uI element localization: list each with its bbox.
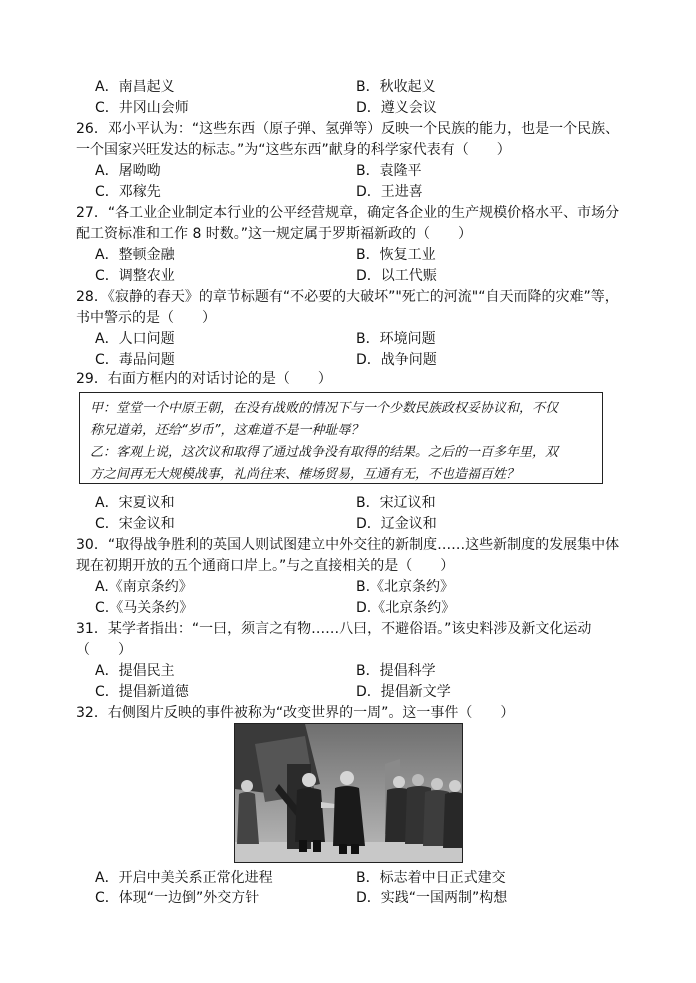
q30-stem-line-1: 30．“取得战争胜利的英国人则试图建立中外交往的新制度……这些新制度的发展集中体: [76, 537, 620, 553]
q31-stem-line-2: （ ）: [76, 642, 132, 658]
q30-option-d: D.《北京条约》: [356, 600, 456, 616]
q31-option-a: A．提倡民主: [95, 663, 175, 679]
q26-option-b: B．袁隆平: [356, 163, 422, 179]
q26-stem-line-1: 26．邓小平认为：“这些东西（原子弹、氢弹等）反映一个民族的能力，也是一个民族、: [76, 121, 620, 137]
q29-option-b: B．宋辽议和: [356, 495, 436, 511]
q28-stem-line-2: 书中警示的是（ ）: [76, 310, 216, 326]
q29-stem: 29．右面方框内的对话讨论的是（ ）: [76, 371, 332, 387]
q28-option-a: A．人口问题: [95, 331, 175, 347]
q30-option-b: B.《北京条约》: [356, 579, 455, 595]
q29-option-a: A．宋夏议和: [95, 495, 175, 511]
q27-option-c: C．调整农业: [95, 268, 175, 284]
q28-option-d: D．战争问题: [356, 352, 437, 368]
q30-option-c: C.《马关条约》: [95, 600, 194, 616]
dialogue-line-1: 甲：堂堂一个中原王朝，在没有战败的情况下与一个少数民族政权妥协议和，不仅: [90, 401, 559, 416]
q27-stem-line-2: 配工资标准和工作 8 时数。”这一规定属于罗斯福新政的（ ）: [76, 226, 473, 242]
q26-stem-line-2: 一个国家兴旺发达的标志。”为“这些东西”献身的科学家代表有（ ）: [76, 142, 511, 158]
q25-option-d: D．遵义会议: [356, 100, 437, 116]
q31-option-c: C．提倡新道德: [95, 684, 189, 700]
q29-option-c: C．宋金议和: [95, 516, 175, 532]
q25-option-a: A．南昌起义: [95, 79, 175, 95]
q30-option-a: A.《南京条约》: [95, 579, 193, 595]
q31-option-b: B．提倡科学: [356, 663, 436, 679]
q28-option-c: C．毒品问题: [95, 352, 175, 368]
q29-option-d: D．辽金议和: [356, 516, 437, 532]
q27-option-d: D．以工代赈: [356, 268, 437, 284]
q28-stem-line-1: 28．《寂静的春天》的章节标题有“不必要的大破坏”"死亡的河流"“自天而降的灾难”等，: [76, 289, 619, 305]
q25-option-b: B．秋收起义: [356, 79, 436, 95]
q26-option-d: D．王进喜: [356, 184, 423, 200]
q27-option-a: A．整顿金融: [95, 247, 175, 263]
dialogue-line-2: 称兄道弟，还给“岁币”，这难道不是一种耻辱？: [90, 423, 364, 438]
dialogue-box: [79, 392, 603, 484]
q27-stem-line-1: 27．“各工业企业制定本行业的公平经营规章，确定各企业的生产规模价格水平、市场分: [76, 205, 620, 221]
q32-stem: 32．右侧图片反映的事件被称为“改变世界的一周”。这一事件（ ）: [76, 705, 515, 721]
historical-photo: [234, 723, 463, 863]
q26-option-c: C．邓稼先: [95, 184, 161, 200]
q31-stem-line-1: 31．某学者指出：“一曰，须言之有物……八曰，不避俗语。”该史料涉及新文化运动: [76, 621, 592, 637]
q32-option-b: B．标志着中日正式建交: [356, 870, 506, 886]
dialogue-line-4: 方之间再无大规模战事，礼尚往来、榷场贸易，互通有无，不也造福百姓？: [90, 467, 520, 482]
q31-option-d: D．提倡新文学: [356, 684, 451, 700]
q32-option-d: D．实践“一国两制”构想: [356, 890, 508, 906]
q32-option-c: C．体现“一边倒”外交方针: [95, 890, 260, 906]
q26-option-a: A．屠呦呦: [95, 163, 161, 179]
q32-option-a: A．开启中美关系正常化进程: [95, 870, 273, 886]
q30-stem-line-2: 现在初期开放的五个通商口岸上。”与之直接相关的是（ ）: [76, 558, 455, 574]
q25-option-c: C．井冈山会师: [95, 100, 189, 116]
photo-illustration: [235, 724, 463, 863]
q27-option-b: B．恢复工业: [356, 247, 436, 263]
q28-option-b: B．环境问题: [356, 331, 436, 347]
dialogue-line-3: 乙：客观上说，这次议和取得了通过战争没有取得的结果。之后的一百多年里，双: [90, 445, 559, 460]
